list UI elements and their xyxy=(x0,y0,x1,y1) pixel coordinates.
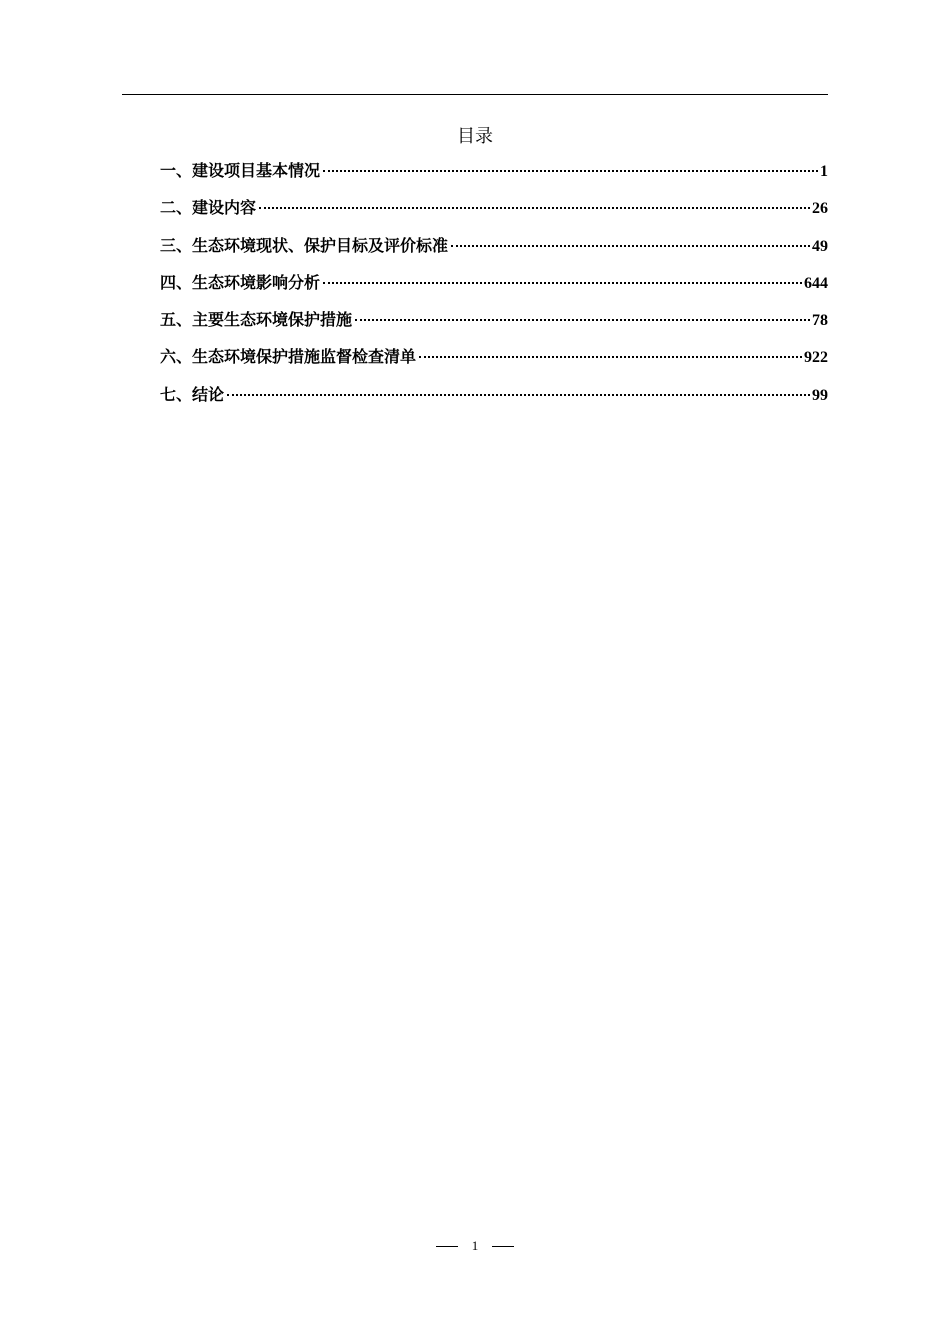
toc-leader-dots xyxy=(323,282,802,284)
toc-entry-label: 七、结论 xyxy=(160,384,225,404)
header-rule xyxy=(122,94,828,95)
footer-dash-left xyxy=(436,1246,458,1247)
toc-entry-label: 六、生态环境保护措施监督检查清单 xyxy=(160,347,417,367)
toc-entry-page: 78 xyxy=(812,312,828,330)
toc-entry-3[interactable] xyxy=(160,233,828,270)
toc-leader-dots xyxy=(419,356,802,358)
toc-entry-page: 644 xyxy=(804,274,828,292)
page-number: 1 xyxy=(471,1238,479,1253)
toc-entry-2[interactable] xyxy=(160,195,828,232)
toc-entry-label: 四、生态环境影响分析 xyxy=(160,272,321,292)
toc-entry-1[interactable] xyxy=(160,158,828,195)
page-footer xyxy=(0,1238,950,1254)
toc-entry-6[interactable] xyxy=(160,344,828,381)
toc-entry-5[interactable] xyxy=(160,307,828,344)
footer-dash-right xyxy=(492,1246,514,1247)
toc-leader-dots xyxy=(227,394,810,396)
toc-entry-page: 26 xyxy=(812,200,828,218)
toc-title: 目录 xyxy=(457,126,493,147)
toc-entry-label: 一、建设项目基本情况 xyxy=(160,161,321,180)
toc-list xyxy=(160,158,828,419)
toc-leader-dots xyxy=(355,319,810,321)
toc-entry-label: 三、生态环境现状、保护目标及评价标准 xyxy=(160,235,449,255)
toc-entry-page: 49 xyxy=(812,237,828,255)
toc-entry-page: 99 xyxy=(812,386,828,404)
toc-entry-4[interactable] xyxy=(160,270,828,307)
toc-entry-label: 二、建设内容 xyxy=(160,198,257,218)
toc-leader-dots xyxy=(451,245,810,247)
toc-entry-label: 五、主要生态环境保护措施 xyxy=(160,310,353,330)
toc-entry-7[interactable] xyxy=(160,382,828,419)
toc-entry-page: 922 xyxy=(804,349,828,367)
toc-entry-page: 1 xyxy=(820,163,828,180)
toc-leader-dots xyxy=(323,170,818,172)
toc-leader-dots xyxy=(259,207,810,209)
